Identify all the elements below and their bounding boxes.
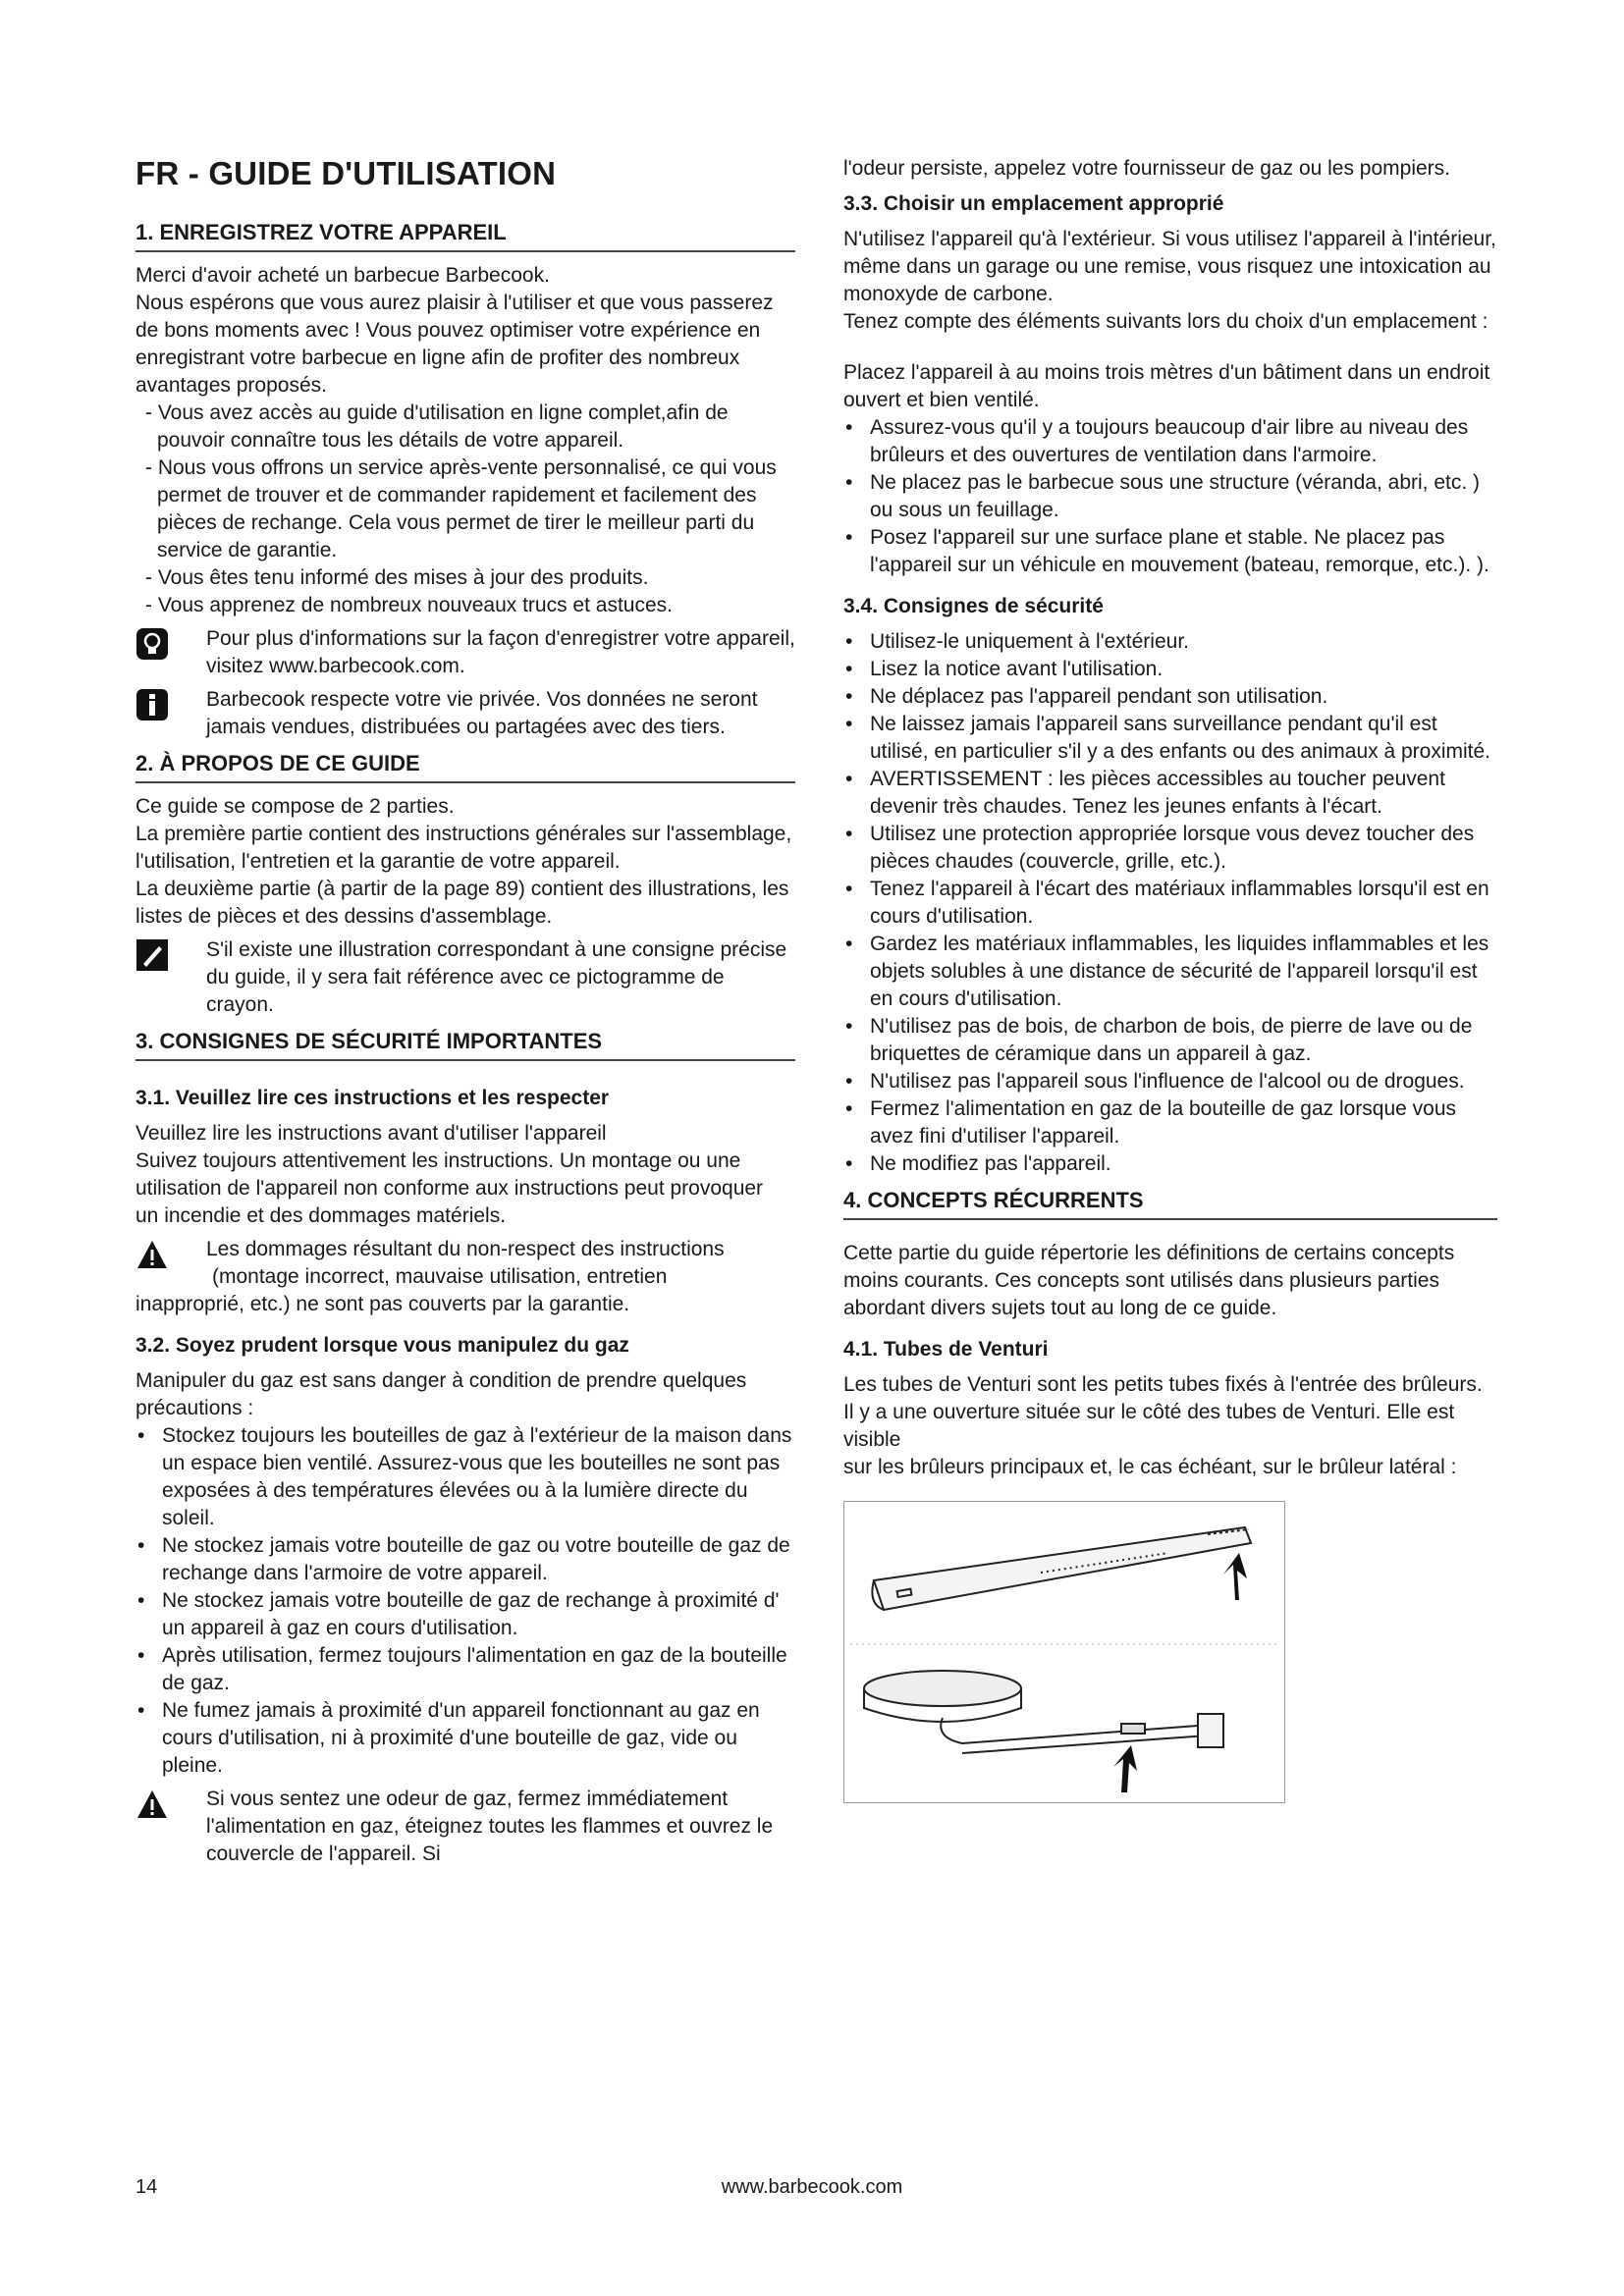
- s4-p1: Cette partie du guide répertorie les définitions de certains concepts moins courants. Ces concepts sont utilisés dans plusieurs parties abordant divers sujets tout au long de ce guide.: [843, 1242, 1455, 1319]
- s33-bullet-list: [843, 414, 1497, 579]
- section-2-heading: 2. À PROPOS DE CE GUIDE: [135, 751, 795, 783]
- s2-p2: La première partie contient des instructions générales sur l'assemblage, l'utilisation, l'entretien et la garantie de votre appareil.: [135, 823, 792, 873]
- section-3-3-heading: 3.3. Choisir un emplacement approprié: [843, 192, 1224, 215]
- section-3-heading: 3. CONSIGNES DE SÉCURITÉ IMPORTANTES: [135, 1029, 795, 1061]
- s2-note-text: S'il existe une illustration correspondant à une consigne précise du guide, il y sera fait référence avec ce pictogramme de crayon.: [206, 938, 787, 1016]
- s34-bullet-8: • Gardez les matériaux inflammables, les liquides inflammables et les objets solubles à une distance de sécurité de l'appareil lorsqu'il est en cours d'utilisation.: [843, 931, 1497, 1013]
- s32-bullet-list: [135, 1422, 795, 1780]
- section-3-4-heading: 3.4. Consignes de sécurité: [843, 595, 1104, 617]
- s2-p1: Ce guide se compose de 2 parties.: [135, 795, 455, 818]
- s2-note-pencil: [135, 936, 795, 1019]
- s31-p1: Veuillez lire les instructions avant d'utiliser l'appareil: [135, 1122, 607, 1145]
- right-column: [843, 155, 1497, 1803]
- s32-bullet-2: • Ne stockez jamais votre bouteille de gaz ou votre bouteille de gaz de rechange dans l'armoire de votre appareil.: [135, 1532, 795, 1587]
- warning-icon: [135, 1238, 169, 1271]
- s41-p1: Les tubes de Venturi sont les petits tubes fixés à l'entrée des brûleurs. Il y a une ouverture située sur le côté des tubes de Venturi. Elle est visible: [843, 1373, 1483, 1451]
- s1-dash-1: - Vous avez accès au guide d'utilisation en ligne complet,afin de pouvoir connaître tous les détails de votre appareil.: [145, 401, 729, 452]
- s32-warn-text: Si vous sentez une odeur de gaz, fermez immédiatement l'alimentation en gaz, éteignez toutes les flammes et ouvrez le couvercle de l'appareil. Si: [206, 1788, 774, 1865]
- s34-bullet-7: • Tenez l'appareil à l'écart des matériaux inflammables lorsqu'il est en cours d'utilisation.: [843, 876, 1497, 931]
- s34-bullet-1: • Utilisez-le uniquement à l'extérieur.: [843, 628, 1497, 656]
- venturi-tube-illustration: [843, 1501, 1285, 1803]
- s1-note1-text: Pour plus d'informations sur la façon d'enregistrer votre appareil, visitez www.barbecook.com.: [206, 627, 795, 677]
- s32-warn-continued: l'odeur persiste, appelez votre fournisseur de gaz ou les pompiers.: [843, 157, 1451, 180]
- s31-warn-c: inapproprié, etc.) ne sont pas couverts par la garantie.: [135, 1293, 630, 1315]
- s34-bullet-10: • N'utilisez pas l'appareil sous l'influence de l'alcool ou de drogues.: [843, 1068, 1497, 1095]
- left-column: [135, 155, 795, 1868]
- s1-note-tip: [135, 625, 795, 680]
- s31-warning: [135, 1236, 795, 1291]
- arrow-up-icon-2: [1113, 1745, 1137, 1792]
- s31-warn-a: Les dommages résultant du non-respect des instructions: [206, 1238, 725, 1260]
- s1-p2: Nous espérons que vous aurez plaisir à l'utiliser et que vous passerez de bons moments avec ! Vous pouvez optimiser votre expérience en enregistrant votre barbecue en ligne afin de profiter des nombreux avantages proposés.: [135, 292, 774, 397]
- section-4-1-heading: 4.1. Tubes de Venturi: [843, 1338, 1049, 1361]
- s34-bullet-5: • AVERTISSEMENT : les pièces accessibles au toucher peuvent devenir très chaudes. Tenez les jeunes enfants à l'écart.: [843, 766, 1497, 821]
- s32-warning: [135, 1786, 795, 1868]
- s31-warn-b: (montage incorrect, mauvaise utilisation, entretien: [212, 1265, 668, 1288]
- s32-bullet-4: • Après utilisation, fermez toujours l'alimentation en gaz de la bouteille de gaz.: [135, 1642, 795, 1697]
- footer-url: www.barbecook.com: [721, 2176, 903, 2198]
- s32-intro: Manipuler du gaz est sans danger à condition de prendre quelques précautions :: [135, 1369, 747, 1419]
- s34-bullet-11: • Fermez l'alimentation en gaz de la bouteille de gaz lorsque vous avez fini d'utiliser l'appareil.: [843, 1095, 1497, 1150]
- s1-note2-text: Barbecook respecte votre vie privée. Vos données ne seront jamais vendues, distribuées ou partagées avec des tiers.: [206, 688, 758, 738]
- s34-bullet-2: • Lisez la notice avant l'utilisation.: [843, 656, 1497, 683]
- s2-p3: La deuxième partie (à partir de la page 89) contient des illustrations, les listes de pièces et des dessins d'assemblage.: [135, 878, 789, 928]
- s33-p4: ouvert et bien ventilé.: [843, 389, 1040, 411]
- s1-note-info: [135, 686, 795, 741]
- page-title: FR - GUIDE D'UTILISATION: [135, 155, 557, 191]
- s31-p2: Suivez toujours attentivement les instructions. Un montage ou une utilisation de l'appareil non conforme aux instructions peut provoquer: [135, 1149, 764, 1200]
- s34-bullet-9: • N'utilisez pas de bois, de charbon de bois, de pierre de lave ou de briquettes de céramique dans un appareil à gaz.: [843, 1013, 1497, 1068]
- s33-p1: N'utilisez l'appareil qu'à l'extérieur. Si vous utilisez l'appareil à l'intérieur, même dans un garage ou une remise, vous risquez une intoxication au monoxyde de carbone.: [843, 228, 1496, 305]
- info-icon: [135, 688, 169, 721]
- s33-p3: Placez l'appareil à au moins trois mètres d'un bâtiment dans un endroit: [843, 361, 1490, 384]
- section-3-1-heading: 3.1. Veuillez lire ces instructions et les respecter: [135, 1087, 610, 1109]
- s32-bullet-3: • Ne stockez jamais votre bouteille de gaz de rechange à proximité d' un appareil à gaz en cours d'utilisation.: [135, 1587, 795, 1642]
- s1-p1: Merci d'avoir acheté un barbecue Barbecook.: [135, 264, 550, 287]
- section-3-2-heading: 3.2. Soyez prudent lorsque vous manipulez du gaz: [135, 1334, 629, 1357]
- s34-bullet-3: • Ne déplacez pas l'appareil pendant son utilisation.: [843, 683, 1497, 711]
- section-1-heading: 1. ENREGISTREZ VOTRE APPAREIL: [135, 220, 795, 252]
- s33-bullet-3: • Posez l'appareil sur une surface plane et stable. Ne placez pas l'appareil sur un véhicule en mouvement (bateau, remorque, etc.). ).: [843, 524, 1497, 579]
- s32-bullet-1: • Stockez toujours les bouteilles de gaz à l'extérieur de la maison dans un espace bien ventilé. Assurez-vous que les bouteilles ne sont pas exposées à des températures élevées ou à la lumière directe du soleil.: [135, 1422, 795, 1532]
- s33-p2: Tenez compte des éléments suivants lors du choix d'un emplacement :: [843, 310, 1489, 333]
- s34-bullet-list: [843, 628, 1497, 1178]
- s1-dash-4: - Vous apprenez de nombreux nouveaux trucs et astuces.: [145, 594, 673, 616]
- section-4-heading: 4. CONCEPTS RÉCURRENTS: [843, 1188, 1497, 1220]
- s34-bullet-12: • Ne modifiez pas l'appareil.: [843, 1150, 1497, 1178]
- lightbulb-icon: [135, 627, 169, 661]
- pencil-icon: [135, 938, 169, 972]
- s31-p3: un incendie et des dommages matériels.: [135, 1204, 507, 1227]
- s34-bullet-6: • Utilisez une protection appropriée lorsque vous devez toucher des pièces chaudes (couvercle, grille, etc.).: [843, 821, 1497, 876]
- s32-bullet-5: • Ne fumez jamais à proximité d'un appareil fonctionnant au gaz en cours d'utilisation, ni à proximité d'une bouteille de gaz, vide ou pleine.: [135, 1697, 795, 1780]
- warning-icon: [135, 1788, 169, 1821]
- arrow-up-icon-1: [1223, 1553, 1247, 1600]
- s33-bullet-1: • Assurez-vous qu'il y a toujours beaucoup d'air libre au niveau des brûleurs et des ouvertures de ventilation dans l'armoire.: [843, 414, 1497, 469]
- page-number: 14: [135, 2176, 158, 2198]
- s33-bullet-2: • Ne placez pas le barbecue sous une structure (véranda, abri, etc. ) ou sous un feuillage.: [843, 469, 1497, 524]
- s1-dash-3: - Vous êtes tenu informé des mises à jour des produits.: [145, 566, 649, 589]
- s34-bullet-4: • Ne laissez jamais l'appareil sans surveillance pendant qu'il est utilisé, en particulier s'il y a des enfants ou des animaux à proximité.: [843, 711, 1497, 766]
- s1-dash-2: - Nous vous offrons un service après-vente personnalisé, ce qui vous permet de trouver et de commander rapidement et facilement des pièces de rechange. Cela vous permet de tirer le meilleur parti du service de garantie.: [145, 456, 777, 561]
- venturi-drawing: [844, 1502, 1284, 1802]
- s41-p2: sur les brûleurs principaux et, le cas échéant, sur le brûleur latéral :: [843, 1456, 1457, 1478]
